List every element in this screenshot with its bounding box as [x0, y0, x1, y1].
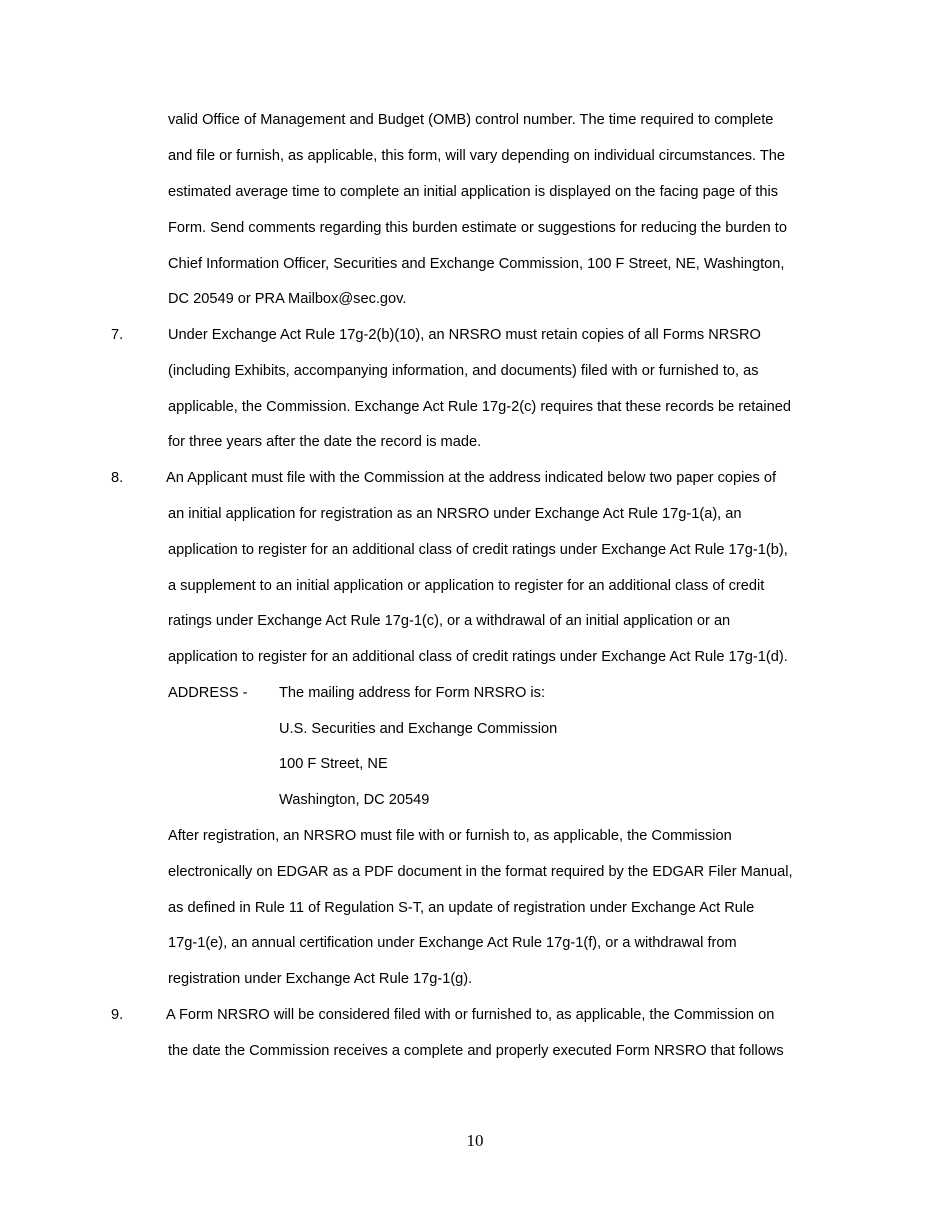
- paragraph-line: Under Exchange Act Rule 17g-2(b)(10), an NRSRO must retain copies of all Forms NRSRO: [168, 327, 761, 343]
- address-line: U.S. Securities and Exchange Commission: [279, 721, 558, 737]
- paragraph-line: Form. Send comments regarding this burden estimate or suggestions for reducing the burden to: [168, 220, 787, 236]
- page-number: 10: [466, 1131, 484, 1150]
- paragraph-line: (including Exhibits, accompanying information, and documents) filed with or furnished to, as: [168, 363, 759, 379]
- paragraph-line: an initial application for registration as an NRSRO under Exchange Act Rule 17g-1(a), an: [168, 506, 742, 522]
- paragraph-line: and file or furnish, as applicable, this form, will vary depending on individual circumstances. The: [168, 148, 786, 164]
- paragraph-line: estimated average time to complete an initial application is displayed on the facing page of this: [168, 184, 779, 200]
- paragraph-line: application to register for an additional class of credit ratings under Exchange Act Rule 17g-1(b),: [168, 542, 788, 558]
- paragraph-line: for three years after the date the record is made.: [168, 434, 482, 450]
- paragraph-line: 17g-1(e), an annual certification under Exchange Act Rule 17g-1(f), or a withdrawal from: [168, 935, 737, 951]
- paragraph-line: An Applicant must file with the Commission at the address indicated below two paper copies of: [166, 470, 777, 486]
- paragraph-line: A Form NRSRO will be considered filed with or furnished to, as applicable, the Commission on: [166, 1007, 775, 1023]
- paragraph-line: as defined in Rule 11 of Regulation S-T, an update of registration under Exchange Act Rule: [168, 900, 755, 916]
- paragraph-line: a supplement to an initial application or application to register for an additional class of credit: [168, 578, 765, 594]
- paragraph-line: ratings under Exchange Act Rule 17g-1(c), or a withdrawal of an initial application or an: [168, 613, 731, 629]
- address-label: ADDRESS -: [168, 685, 248, 701]
- address-line: The mailing address for Form NRSRO is:: [279, 685, 546, 701]
- paragraph-line: After registration, an NRSRO must file with or furnish to, as applicable, the Commission: [168, 828, 732, 844]
- paragraph-line: Chief Information Officer, Securities and Exchange Commission, 100 F Street, NE, Washington,: [168, 256, 785, 272]
- paragraph-line: DC 20549 or PRA Mailbox@sec.gov.: [168, 291, 407, 307]
- address-line: 100 F Street, NE: [279, 756, 388, 772]
- paragraph-line: electronically on EDGAR as a PDF document in the format required by the EDGAR Filer Manual,: [168, 864, 793, 880]
- item-number: 8.: [111, 470, 124, 486]
- address-line: Washington, DC 20549: [279, 792, 430, 808]
- paragraph-line: application to register for an additional class of credit ratings under Exchange Act Rule 17g-1(d).: [168, 649, 788, 665]
- paragraph-line: the date the Commission receives a complete and properly executed Form NRSRO that follows: [168, 1043, 784, 1059]
- paragraph-line: valid Office of Management and Budget (OMB) control number. The time required to complete: [168, 112, 774, 128]
- paragraph-line: registration under Exchange Act Rule 17g-1(g).: [168, 971, 473, 987]
- item-number: 7.: [111, 327, 124, 343]
- item-number: 9.: [111, 1007, 124, 1023]
- paragraph-line: applicable, the Commission. Exchange Act Rule 17g-2(c) requires that these records be retained: [168, 399, 791, 415]
